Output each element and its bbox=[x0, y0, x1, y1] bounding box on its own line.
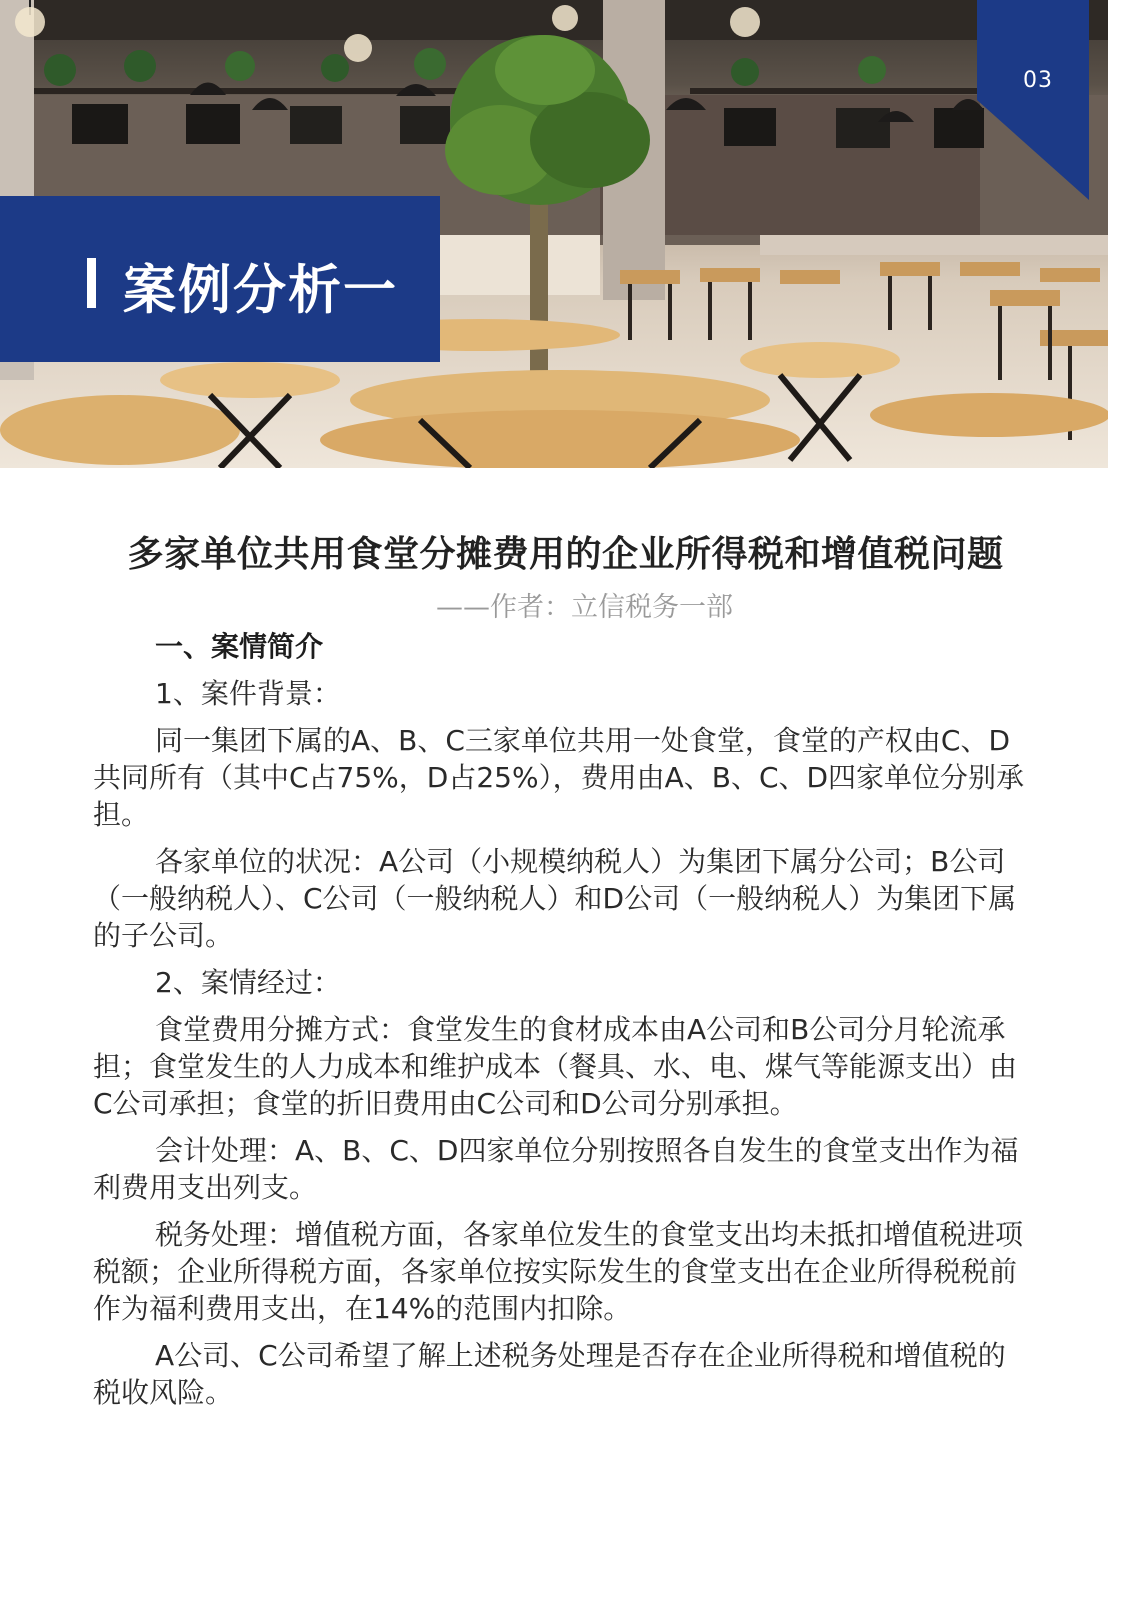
banner-accent-bar bbox=[87, 258, 96, 308]
subheading-background: 1、案件背景： bbox=[155, 677, 341, 710]
paragraph-3: 食堂费用分摊方式：食堂发生的食材成本由A公司和B公司分月轮流承担；食堂发生的人力成本和维护成本（餐具、水、电、煤气等能源支出）由C公司承担；食堂的折旧费用由C公司和D公司分别承担。 bbox=[93, 1013, 1018, 1120]
article-title: 多家单位共用食堂分摊费用的企业所得税和增值税问题 bbox=[127, 534, 1004, 575]
subheading-process: 2、案情经过： bbox=[155, 966, 341, 999]
paragraph-2: 各家单位的状况：A公司（小规模纳税人）为集团下属分公司；B公司（一般纳税人）、C公司（一般纳税人）和D公司（一般纳税人）为集团下属的子公司。 bbox=[93, 845, 1017, 952]
paragraph-6: A公司、C公司希望了解上述税务处理是否存在企业所得税和增值税的税收风险。 bbox=[93, 1339, 1006, 1409]
section-banner bbox=[0, 196, 440, 362]
page-number: 03 bbox=[1023, 68, 1053, 93]
banner-title: 案例分析一 bbox=[123, 260, 398, 321]
paragraph-5: 税务处理：增值税方面，各家单位发生的食堂支出均未抵扣增值税进项税额；企业所得税方面，各家单位按实际发生的食堂支出在企业所得税税前作为福利费用支出，在14%的范围内扣除。 bbox=[93, 1218, 1024, 1325]
section-heading: 一、案情简介 bbox=[155, 630, 324, 663]
article-author: ——作者：立信税务一部 bbox=[436, 592, 733, 623]
article-body bbox=[93, 628, 1033, 1421]
paragraph-1: 同一集团下属的A、B、C三家单位共用一处食堂，食堂的产权由C、D共同所有（其中C占75%，D占25%），费用由A、B、C、D四家单位分别承担。 bbox=[93, 724, 1025, 831]
paragraph-4: 会计处理：A、B、C、D四家单位分别按照各自发生的食堂支出作为福利费用支出列支。 bbox=[93, 1134, 1019, 1204]
